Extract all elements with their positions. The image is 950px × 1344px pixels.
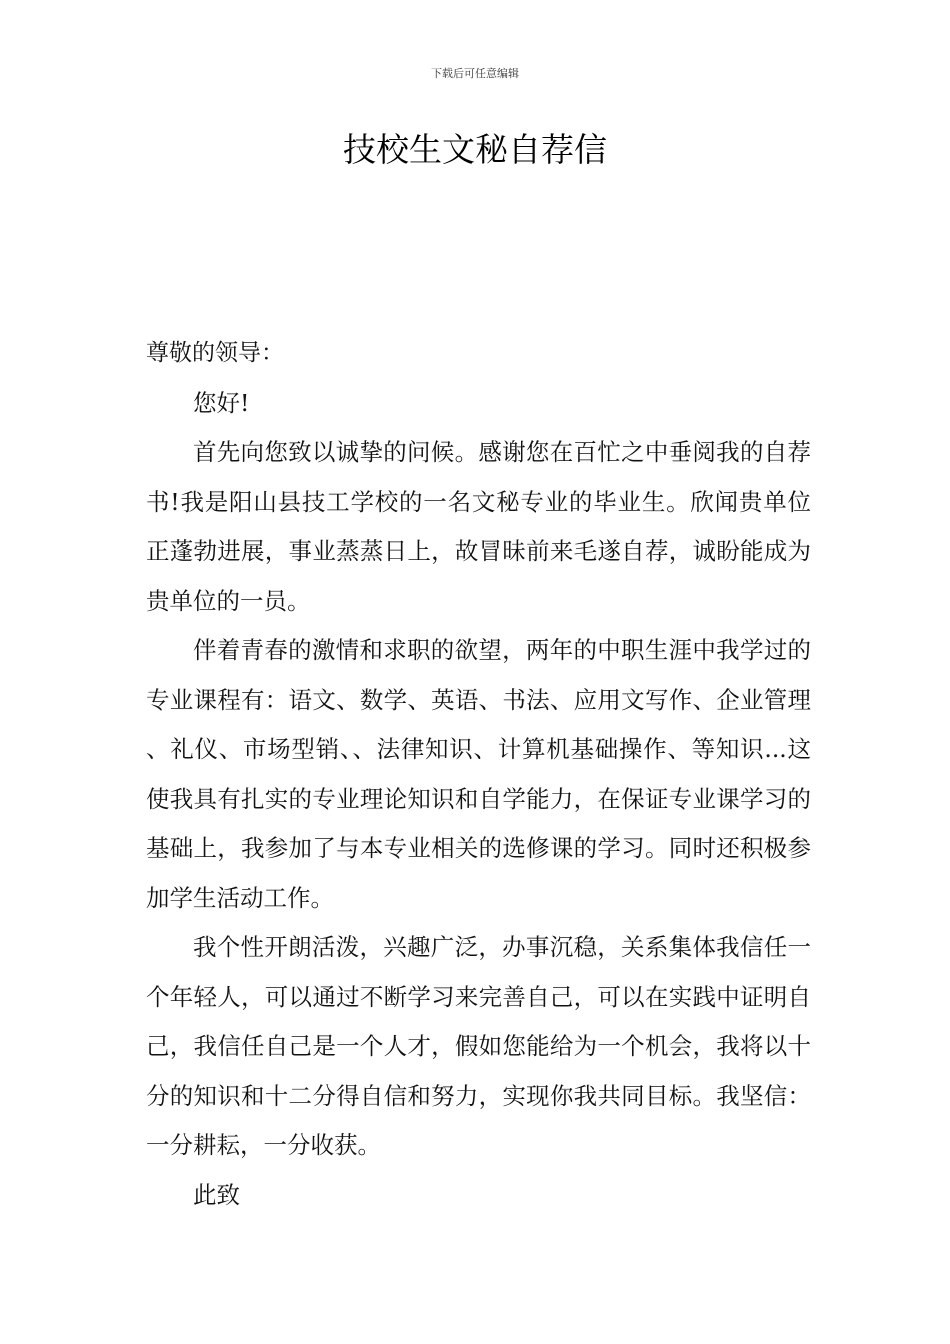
paragraph-personality: 我个性开朗活泼，兴趣广泛，办事沉稳，关系集体我信任一个年轻人，可以通过不断学习来完善自己，可以在实践中证明自己，我信任自己是一个人才，假如您能给为一个机会，我将以十分的知识和十二分得自信和努力，实现你我共同目标。我坚信：一分耕耘，一分收获。 [146, 933, 811, 1159]
document-title: 技校生文秘自荐信 [343, 130, 607, 169]
closing: 此致 [193, 1180, 240, 1209]
greeting: 您好! [193, 388, 250, 417]
header-note: 下载后可任意编辑 [431, 67, 519, 80]
salutation: 尊敬的领导： [146, 340, 284, 366]
letter-body [146, 329, 811, 1220]
paragraph-intro: 首先向您致以诚挚的问候。感谢您在百忙之中垂阅我的自荐书!我是阳山县技工学校的一名文秘专业的毕业生。欣闻贵单位正蓬勃进展，事业蒸蒸日上，故冒昧前来毛遂自荐，诚盼能成为贵单位的一员。 [146, 438, 811, 615]
paragraph-courses: 伴着青春的激情和求职的欲望，两年的中职生涯中我学过的专业课程有：语文、数学、英语、书法、应用文写作、企业管理、礼仪、市场型销、、法律知识、计算机基础操作、等知识...这使我具有扎实的专业理论知识和自学能力，在保证专业课学习的基础上，我参加了与本专业相关的选修课的学习。同时还积极参加学生活动工作。 [146, 636, 811, 912]
